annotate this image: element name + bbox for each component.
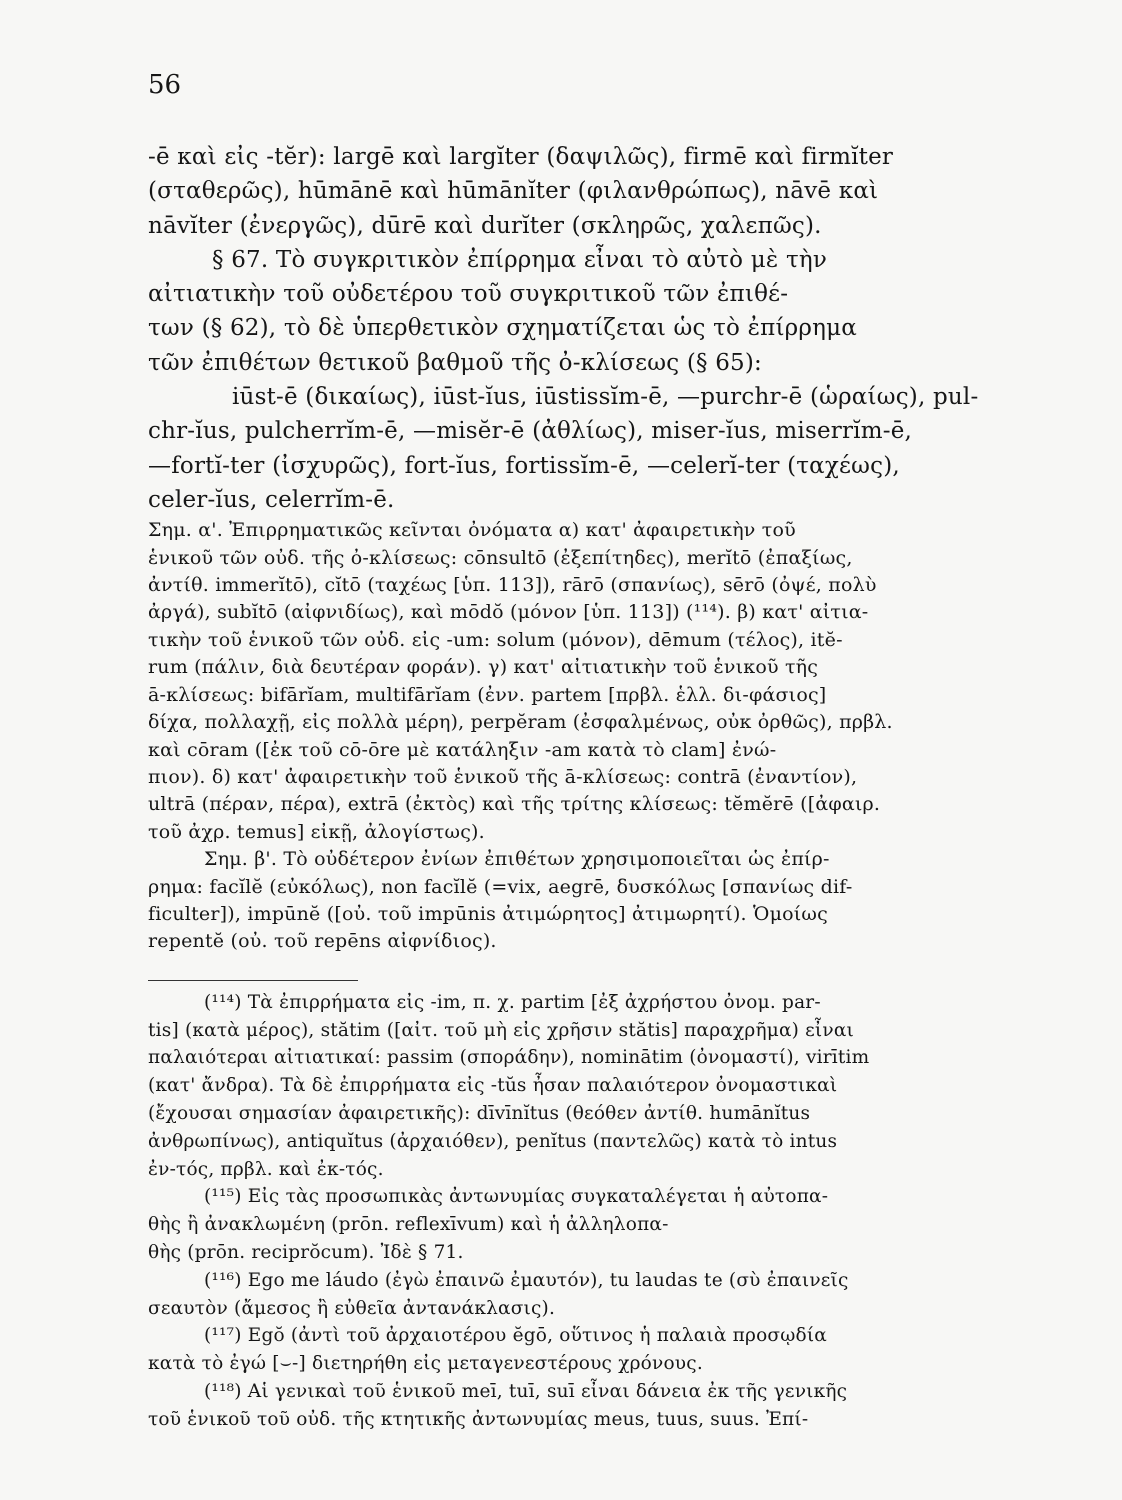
page-body (148, 140, 1008, 1434)
footnote-line: θὴς ἢ ἀνακλωμένη (prōn. reflexīvum) καὶ ἡ ἀλληλοπα- (148, 1214, 669, 1236)
note-line: δίχα, πολλαχῇ, εἰς πολλὰ μέρη), perpĕram (ἐσφαλμένως, οὐκ ὀρθῶς), πρβλ. (148, 711, 893, 734)
text-line: των (§ 62), τὸ δὲ ὑπερθετικὸν σχηματίζεται ὡς τὸ ἐπίρρημα (148, 315, 857, 342)
note-line: ultrā (πέραν, πέρα), extrā (ἐκτὸς) καὶ τῆς τρίτης κλίσεως: tĕmĕrē ([ἀφαιρ. (148, 793, 881, 816)
note-line: ā-κλίσεως: bifārĭam, multifārĭam (ἐνν. partem [πρβλ. ἑλλ. δι-φάσιος] (148, 683, 827, 706)
footnote-line: ἀνθρωπίνως), antiquĭtus (ἀρχαιόθεν), penĭtus (παντελῶς) κατὰ τὸ intus (148, 1130, 838, 1152)
footnote-line: (ἔχουσαι σημασίαν ἀφαιρετικῆς): dīvīnĭtus (θεόθεν ἀντίθ. humānĭtus (148, 1102, 811, 1124)
note-line: Σημ. α'. Ἐπιρρηματικῶς κεῖνται ὀνόματα α) κατ' ἀφαιρετικὴν τοῦ (148, 519, 796, 542)
note-line: ρημα: facĭlĕ (εὐκόλως), non facĭlĕ (=vix, aegrē, δυσκόλως [σπανίως dif- (148, 875, 853, 898)
note-line: τοῦ ἀχρ. temus] εἰκῇ, ἀλογίστως). (148, 820, 485, 843)
text-line: iūst-ē (δικαίως), iūst-ĭus, iūstissĭm-ē, —purchr-ē (ὡραίως), pul- (232, 384, 979, 411)
note-line: rum (πάλιν, διὰ δευτέραν φοράν). γ) κατ' αἰτιατικὴν τοῦ ἑνικοῦ τῆς (148, 656, 819, 679)
footnotes-block (148, 989, 1008, 1434)
note-line: τικὴν τοῦ ἑνικοῦ τῶν οὐδ. εἰς -um: solum (μόνον), dēmum (τέλος), itĕ- (148, 628, 843, 651)
text-line: τῶν ἐπιθέτων θετικοῦ βαθμοῦ τῆς ὀ-κλίσεως (§ 65): (148, 349, 762, 376)
page-number: 56 (148, 70, 182, 100)
footnote-line: παλαιότεραι αἰτιατικαί: passim (σποράδην), nominātim (ὀνομαστί), virītim (148, 1047, 870, 1069)
footnote-line: (¹¹⁸) Αἱ γενικαὶ τοῦ ἑνικοῦ meī, tuī, suī εἶναι δάνεια ἐκ τῆς γενικῆς (204, 1380, 848, 1402)
note-line: ficulter]), impūnĕ ([οὐ. τοῦ impūnis ἀτιμώρητος] ἀτιμωρητί). Ὁμοίως (148, 902, 828, 925)
text-line: celer-ĭus, celerrĭm-ē. (148, 486, 395, 513)
footnote-line: κατὰ τὸ ἐγώ [⌣-] διετηρήθη εἰς μεταγενεστέρους χρόνους. (148, 1353, 703, 1375)
note-line: ἀργά), subĭtō (αἰφνιδίως), καὶ mōdŏ (μόνον [ὑπ. 113]) (¹¹⁴). β) κατ' αἰτια- (148, 601, 869, 624)
main-text-block (148, 140, 1008, 517)
note-line: ἑνικοῦ τῶν οὐδ. τῆς ὀ-κλίσεως: cōnsultō (ἐξεπίτηδες), merĭtō (ἐπαξίως, (148, 546, 853, 569)
footnote-divider (148, 980, 358, 981)
footnote-line: (¹¹⁷) Egŏ (ἀντὶ τοῦ ἀρχαιοτέρου ĕgō, οὕτινος ἡ παλαιὰ προσῳδία (204, 1325, 827, 1347)
footnote-line: (¹¹⁵) Εἰς τὰς προσωπικὰς ἀντωνυμίας συγκαταλέγεται ἡ αὐτοπα- (204, 1186, 829, 1208)
footnote-line: τοῦ ἑνικοῦ τοῦ οὐδ. τῆς κτητικῆς ἀντωνυμίας meus, tuus, suus. Ἐπί- (148, 1408, 809, 1430)
note-line: Σημ. β'. Τὸ οὐδέτερον ἐνίων ἐπιθέτων χρησιμοποιεῖται ὡς ἐπίρ- (204, 848, 830, 871)
footnote-line: (¹¹⁶) Ego me láudo (ἐγὼ ἐπαινῶ ἐμαυτόν), tu laudas te (σὺ ἐπαινεῖς (204, 1269, 849, 1291)
note-line: καὶ cōram ([ἐκ τοῦ cō-ōre μὲ κατάληξιν -am κατὰ τὸ clam] ἐνώ- (148, 738, 777, 761)
note-line: ἀντίθ. immerĭtō), cĭtō (ταχέως [ὑπ. 113]), rārō (σπανίως), sērō (ὀψέ, πολὺ (148, 574, 877, 597)
footnote-line: (κατ' ἄνδρα). Τὰ δὲ ἐπιρρήματα εἰς -tŭs ἦσαν παλαιότερον ὀνομαστικαὶ (148, 1075, 838, 1097)
text-line: (σταθερῶς), hūmānē καὶ hūmānĭter (φιλανθρώπως), nāvē καὶ (148, 178, 879, 205)
footnote-line: σεαυτὸν (ἄμεσος ἢ εὐθεῖα ἀντανάκλασις). (148, 1297, 556, 1319)
text-line: αἰτιατικὴν τοῦ οὐδετέρου τοῦ συγκριτικοῦ τῶν ἐπιθέ- (148, 281, 789, 308)
text-line: nāvĭter (ἐνεργῶς), dūrē καὶ durĭter (σκληρῶς, χαλεπῶς). (148, 212, 822, 239)
footnote-line: θὴς (prōn. reciprŏcum). Ἰδὲ § 71. (148, 1241, 464, 1263)
footnote-line: ἐν-τός, πρβλ. καὶ ἐκ-τός. (148, 1158, 384, 1180)
notes-block (148, 517, 1008, 956)
note-line: repentĕ (οὐ. τοῦ repēns αἰφνίδιος). (148, 930, 497, 953)
text-line: —fortĭ-ter (ἰσχυρῶς), fort-ĭus, fortissĭm-ē, —celerĭ-ter (ταχέως), (148, 452, 900, 479)
text-line: -ē καὶ εἰς -tĕr): largē καὶ largĭter (δαψιλῶς), firmē καὶ firmĭter (148, 144, 894, 170)
section-heading-line: § 67. Τὸ συγκριτικὸν ἐπίρρημα εἶναι τὸ αὐτὸ μὲ τὴν (212, 246, 828, 273)
text-line: chr-ĭus, pulcherrĭm-ē, —misĕr-ē (ἀθλίως), miser-ĭus, miserrĭm-ē, (148, 418, 913, 445)
note-line: πιον). δ) κατ' ἀφαιρετικὴν τοῦ ἑνικοῦ τῆς ā-κλίσεως: contrā (ἐναντίον), (148, 765, 858, 788)
footnote-line: (¹¹⁴) Τὰ ἐπιρρήματα εἰς -im, π. χ. partim [ἐξ ἀχρήστου ὀνομ. par- (204, 991, 821, 1013)
footnote-line: tis] (κατὰ μέρος), stătim ([αἰτ. τοῦ μὴ εἰς χρῆσιν stătis] παραχρῆμα) εἶναι (148, 1019, 854, 1041)
